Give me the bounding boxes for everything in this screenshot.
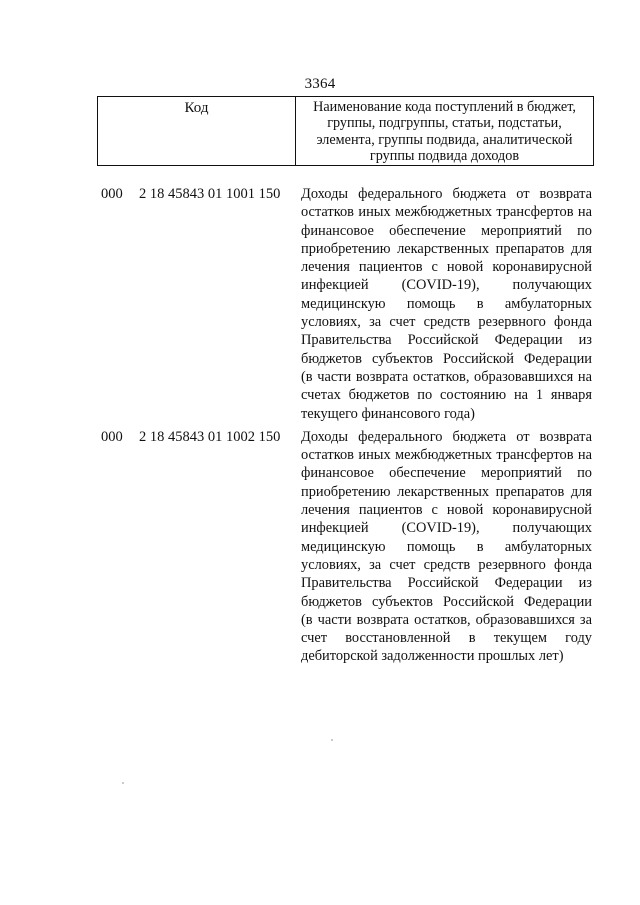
- description-line: медицинскую помощь в амбулаторных: [301, 295, 592, 312]
- description-line: финансовое обеспечение мероприятий по: [301, 222, 592, 239]
- admin-code: 000: [101, 428, 123, 445]
- description-line: финансовое обеспечение мероприятий по: [301, 465, 592, 482]
- description-line: приобретению лекарственных препаратов для: [301, 483, 592, 500]
- description-line: Правительства Российской Федерации из: [301, 575, 592, 592]
- scan-speck: [331, 739, 333, 741]
- revenue-code: 2 18 45843 01 1002 150: [139, 428, 281, 445]
- table-row: [101, 185, 594, 423]
- description-line: медицинскую помощь в амбулаторных: [301, 538, 592, 555]
- header-name-cell: [296, 97, 593, 165]
- description-line: (в части возврата остатков, образовавшихся на: [301, 368, 592, 385]
- description-line: счетах бюджетов по состоянию на 1 января: [301, 387, 592, 404]
- header-name-line: элемента, группы подвида, аналитической: [316, 131, 573, 148]
- header-name-line: группы подвида доходов: [369, 148, 520, 165]
- description-line: бюджетов субъектов Российской Федерации: [301, 593, 592, 610]
- scan-speck: [122, 782, 124, 784]
- description-line: лечения пациентов с новой коронавирусной: [301, 502, 592, 519]
- description-line: (в части возврата остатков, образовавшихся за: [301, 611, 592, 628]
- revenue-description: [301, 185, 592, 423]
- description-line: лечения пациентов с новой коронавирусной: [301, 259, 592, 276]
- description-line: дебиторской задолженности прошлых лет): [301, 648, 564, 665]
- description-line: условиях, за счет средств резервного фонда: [301, 314, 592, 331]
- description-line: счет восстановленной в текущем году: [301, 630, 592, 647]
- revenue-description: [301, 428, 592, 666]
- description-line: Доходы федерального бюджета от возврата: [301, 428, 592, 445]
- description-line: приобретению лекарственных препаратов для: [301, 240, 592, 257]
- description-line: остатков иных межбюджетных трансфертов на: [301, 204, 592, 221]
- table-body: [101, 185, 594, 671]
- admin-code: 000: [101, 186, 123, 202]
- description-line: текущего финансового года): [301, 405, 475, 422]
- revenue-code: 2 18 45843 01 1001 150: [139, 186, 281, 202]
- table-header: [97, 96, 594, 166]
- description-line: бюджетов субъектов Российской Федерации: [301, 350, 592, 367]
- table-row: [101, 428, 594, 666]
- description-line: остатков иных межбюджетных трансфертов на: [301, 447, 592, 464]
- header-name-line: группы, подгруппы, статьи, подстатьи,: [327, 115, 562, 132]
- description-line: Доходы федерального бюджета от возврата: [301, 186, 592, 202]
- page-number: 3364: [304, 76, 336, 92]
- description-line: инфекцией (COVID-19), получающих: [301, 277, 592, 294]
- description-line: Правительства Российской Федерации из: [301, 332, 592, 349]
- header-code-cell: Код: [98, 97, 296, 165]
- description-line: условиях, за счет средств резервного фонда: [301, 556, 592, 573]
- header-name-line: Наименование кода поступлений в бюджет,: [313, 99, 576, 115]
- description-line: инфекцией (COVID-19), получающих: [301, 520, 592, 537]
